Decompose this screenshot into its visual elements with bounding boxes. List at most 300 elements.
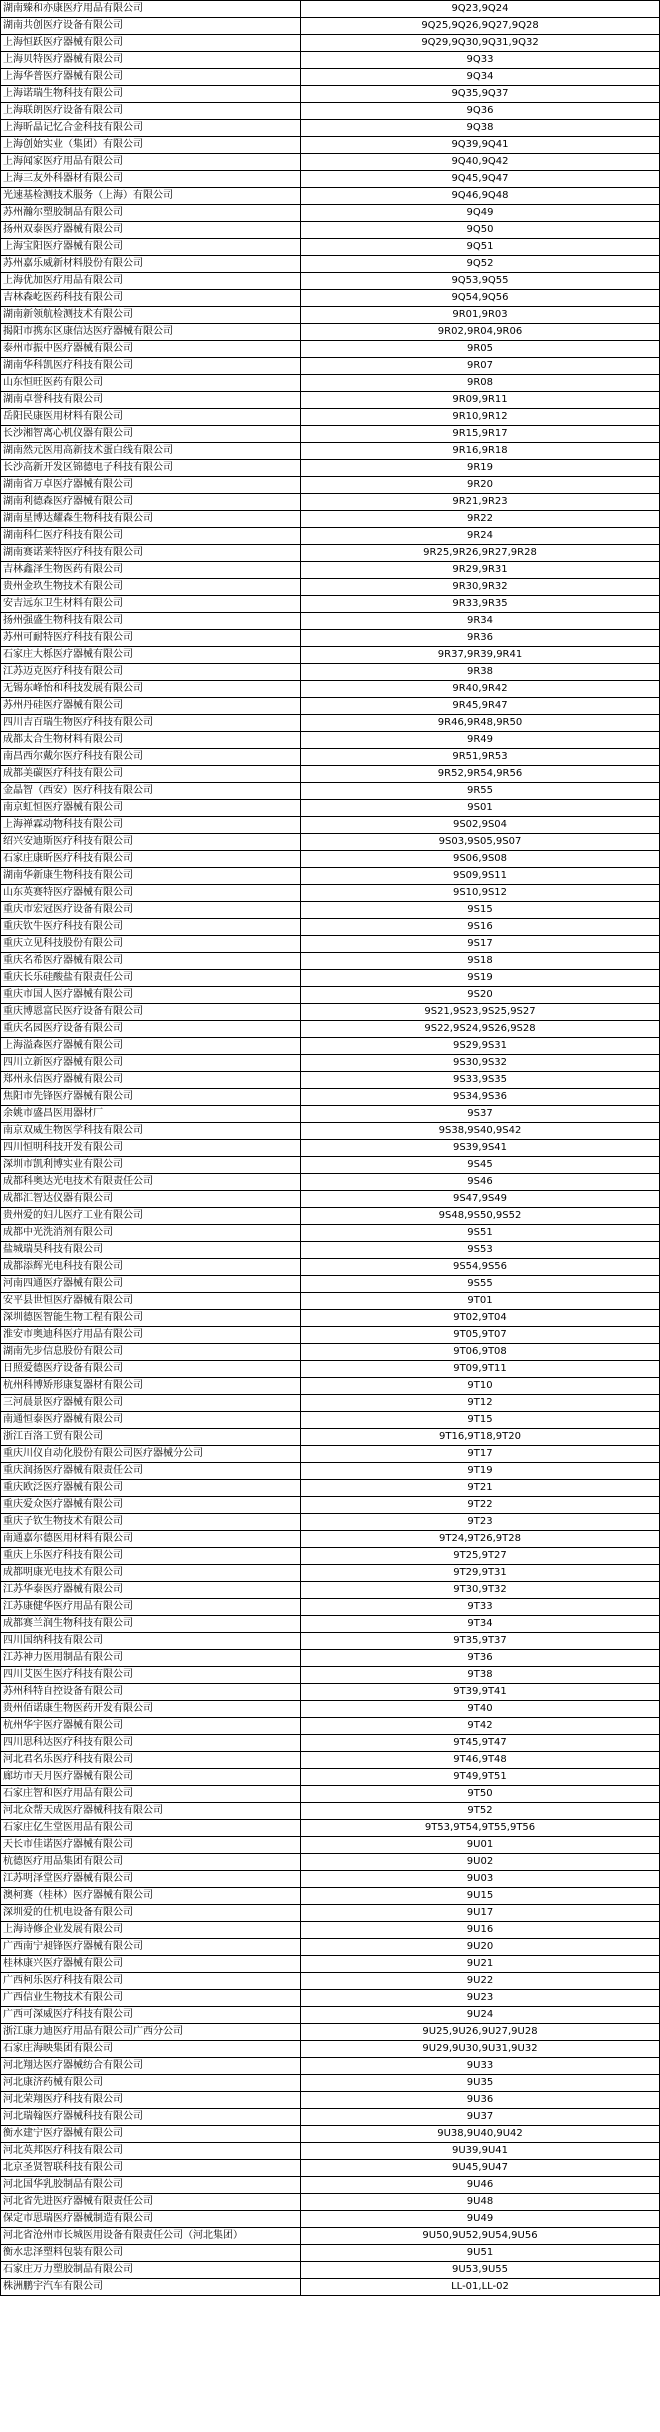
booth-number-cell: 9S19 xyxy=(301,970,660,987)
company-name-cell: 石家庄海映集团有限公司 xyxy=(1,2041,301,2058)
table-row xyxy=(1,460,660,477)
booth-number-cell: 9S10,9S12 xyxy=(301,885,660,902)
table-row xyxy=(1,647,660,664)
booth-number-cell: 9S34,9S36 xyxy=(301,1089,660,1106)
company-name-cell: 上海禅霖动物科技有限公司 xyxy=(1,817,301,834)
booth-number-cell: 9R40,9R42 xyxy=(301,681,660,698)
table-row xyxy=(1,1004,660,1021)
company-name-cell: 四川国纳科技有限公司 xyxy=(1,1633,301,1650)
table-body xyxy=(1,1,660,2296)
company-name-cell: 河北君名乐医疗科技有限公司 xyxy=(1,1752,301,1769)
company-name-cell: 重庆爱众医疗器械有限公司 xyxy=(1,1497,301,1514)
table-row xyxy=(1,273,660,290)
booth-number-cell: 9Q39,9Q41 xyxy=(301,137,660,154)
table-row xyxy=(1,324,660,341)
table-row xyxy=(1,1276,660,1293)
company-name-cell: 浙江康力迪医疗用品有限公司广西分公司 xyxy=(1,2024,301,2041)
booth-number-cell: 9Q52 xyxy=(301,256,660,273)
company-name-cell: 保定市思瑞医疗器械制造有限公司 xyxy=(1,2211,301,2228)
table-row xyxy=(1,1106,660,1123)
company-name-cell: 上海诗修企业发展有限公司 xyxy=(1,1922,301,1939)
company-name-cell: 绍兴安迪斯医疗科技有限公司 xyxy=(1,834,301,851)
company-name-cell: 苏州丹硅医疗器械有限公司 xyxy=(1,698,301,715)
company-name-cell: 江苏明泽堂医疗器械有限公司 xyxy=(1,1871,301,1888)
booth-number-cell: 9S03,9S05,9S07 xyxy=(301,834,660,851)
company-name-cell: 河北省沧州市长城医用设备有限责任公司（河北集团） xyxy=(1,2228,301,2245)
table-row xyxy=(1,86,660,103)
table-row xyxy=(1,1089,660,1106)
table-row xyxy=(1,1123,660,1140)
company-name-cell: 湖南省万卓医疗器械有限公司 xyxy=(1,477,301,494)
company-name-cell: 河北英邦医疗科技有限公司 xyxy=(1,2143,301,2160)
company-name-cell: 郑州永信医疗器械有限公司 xyxy=(1,1072,301,1089)
booth-number-cell: 9U33 xyxy=(301,2058,660,2075)
table-row xyxy=(1,1191,660,1208)
company-name-cell: 河北翔达医疗器械纺合有限公司 xyxy=(1,2058,301,2075)
table-row xyxy=(1,1667,660,1684)
table-row xyxy=(1,1548,660,1565)
booth-number-cell: 9T53,9T54,9T55,9T56 xyxy=(301,1820,660,1837)
table-row xyxy=(1,783,660,800)
table-row xyxy=(1,1242,660,1259)
booth-number-cell: 9U39,9U41 xyxy=(301,2143,660,2160)
company-name-cell: 成都明康光电技术有限公司 xyxy=(1,1565,301,1582)
company-name-cell: 上海创始实业（集团）有限公司 xyxy=(1,137,301,154)
table-row xyxy=(1,902,660,919)
company-name-cell: 石家庄智和医疗用品有限公司 xyxy=(1,1786,301,1803)
company-name-cell: 上海联朗医疗设备有限公司 xyxy=(1,103,301,120)
booth-number-cell: 9R05 xyxy=(301,341,660,358)
booth-number-cell: 9T42 xyxy=(301,1718,660,1735)
company-name-cell: 广西柯乐医疗科技有限公司 xyxy=(1,1973,301,1990)
booth-number-cell: 9Q46,9Q48 xyxy=(301,188,660,205)
booth-number-cell: 9S51 xyxy=(301,1225,660,1242)
table-row xyxy=(1,1633,660,1650)
table-row xyxy=(1,1769,660,1786)
table-row xyxy=(1,2143,660,2160)
table-row xyxy=(1,1395,660,1412)
table-row xyxy=(1,375,660,392)
company-name-cell: 湖南华科凯医疗科技有限公司 xyxy=(1,358,301,375)
table-row xyxy=(1,2024,660,2041)
booth-number-cell: 9S37 xyxy=(301,1106,660,1123)
table-row xyxy=(1,1327,660,1344)
table-row xyxy=(1,1310,660,1327)
table-row xyxy=(1,2245,660,2262)
booth-number-cell: 9T15 xyxy=(301,1412,660,1429)
company-name-cell: 南京虹恒医疗器械有限公司 xyxy=(1,800,301,817)
booth-number-cell: 9T05,9T07 xyxy=(301,1327,660,1344)
booth-number-cell: 9T23 xyxy=(301,1514,660,1531)
table-row xyxy=(1,1038,660,1055)
booth-number-cell: 9R38 xyxy=(301,664,660,681)
table-row xyxy=(1,1888,660,1905)
company-name-cell: 四川恒明科技开发有限公司 xyxy=(1,1140,301,1157)
booth-number-cell: 9U25,9U26,9U27,9U28 xyxy=(301,2024,660,2041)
booth-number-cell: 9T36 xyxy=(301,1650,660,1667)
table-row xyxy=(1,562,660,579)
booth-number-cell: 9U20 xyxy=(301,1939,660,1956)
booth-number-cell: 9T22 xyxy=(301,1497,660,1514)
booth-number-cell: 9R34 xyxy=(301,613,660,630)
table-row xyxy=(1,885,660,902)
booth-number-cell: 9R45,9R47 xyxy=(301,698,660,715)
table-row xyxy=(1,1854,660,1871)
booth-number-cell: 9Q33 xyxy=(301,52,660,69)
company-name-cell: 湖南然元医用高新技术蛋白线有限公司 xyxy=(1,443,301,460)
booth-number-cell: 9S01 xyxy=(301,800,660,817)
table-row xyxy=(1,1684,660,1701)
company-name-cell: 广西可深威医疗科技有限公司 xyxy=(1,2007,301,2024)
table-row xyxy=(1,1174,660,1191)
booth-number-cell: 9Q38 xyxy=(301,120,660,137)
company-name-cell: 上海三友外科器材有限公司 xyxy=(1,171,301,188)
table-row xyxy=(1,511,660,528)
booth-number-cell: 9U36 xyxy=(301,2092,660,2109)
table-row xyxy=(1,392,660,409)
booth-number-cell: 9T39,9T41 xyxy=(301,1684,660,1701)
company-name-cell: 湖南新领航检测技术有限公司 xyxy=(1,307,301,324)
table-row xyxy=(1,953,660,970)
table-row xyxy=(1,1582,660,1599)
company-name-cell: 成都中光洗消剂有限公司 xyxy=(1,1225,301,1242)
booth-number-cell: 9U38,9U40,9U42 xyxy=(301,2126,660,2143)
booth-number-cell: 9R19 xyxy=(301,460,660,477)
booth-number-cell: 9Q29,9Q30,9Q31,9Q32 xyxy=(301,35,660,52)
booth-number-cell: 9R21,9R23 xyxy=(301,494,660,511)
booth-number-cell: 9T50 xyxy=(301,1786,660,1803)
table-row xyxy=(1,2194,660,2211)
booth-number-cell: 9T30,9T32 xyxy=(301,1582,660,1599)
company-name-cell: 重庆钦牛医疗科技有限公司 xyxy=(1,919,301,936)
table-row xyxy=(1,766,660,783)
table-row xyxy=(1,1939,660,1956)
company-name-cell: 河北瑞翰医疗器械科技有限公司 xyxy=(1,2109,301,2126)
table-row xyxy=(1,1701,660,1718)
table-row xyxy=(1,1140,660,1157)
booth-number-cell: 9T21 xyxy=(301,1480,660,1497)
booth-number-cell: 9T10 xyxy=(301,1378,660,1395)
table-row xyxy=(1,1293,660,1310)
company-name-cell: 河北荣翔医疗科技有限公司 xyxy=(1,2092,301,2109)
company-name-cell: 湖南共创医疗设备有限公司 xyxy=(1,18,301,35)
table-row xyxy=(1,1378,660,1395)
booth-number-cell: 9U02 xyxy=(301,1854,660,1871)
table-row xyxy=(1,1021,660,1038)
booth-number-cell: 9Q35,9Q37 xyxy=(301,86,660,103)
booth-number-cell: 9Q54,9Q56 xyxy=(301,290,660,307)
booth-number-cell: 9R15,9R17 xyxy=(301,426,660,443)
table-row xyxy=(1,919,660,936)
company-name-cell: 重庆欧泛医疗器械有限公司 xyxy=(1,1480,301,1497)
booth-number-cell: 9T06,9T08 xyxy=(301,1344,660,1361)
table-row xyxy=(1,239,660,256)
table-row xyxy=(1,1599,660,1616)
company-name-cell: 重庆市宏冠医疗设备有限公司 xyxy=(1,902,301,919)
company-name-cell: 吉林森屹医药科技有限公司 xyxy=(1,290,301,307)
company-name-cell: 深圳市凯利博实业有限公司 xyxy=(1,1157,301,1174)
booth-number-cell: 9U29,9U30,9U31,9U32 xyxy=(301,2041,660,2058)
company-name-cell: 天长市佳诺医疗器械有限公司 xyxy=(1,1837,301,1854)
company-name-cell: 重庆立见科技股份有限公司 xyxy=(1,936,301,953)
table-row xyxy=(1,137,660,154)
company-name-cell: 焦阳市先锋医疗器械有限公司 xyxy=(1,1089,301,1106)
booth-number-cell: 9T01 xyxy=(301,1293,660,1310)
booth-number-cell: 9T29,9T31 xyxy=(301,1565,660,1582)
booth-number-cell: 9U16 xyxy=(301,1922,660,1939)
booth-number-cell: 9Q23,9Q24 xyxy=(301,1,660,18)
booth-number-cell: 9R52,9R54,9R56 xyxy=(301,766,660,783)
company-name-cell: 杭德医疗用品集团有限公司 xyxy=(1,1854,301,1871)
table-row xyxy=(1,2058,660,2075)
company-name-cell: 苏州嘉乐威新材料股份有限公司 xyxy=(1,256,301,273)
table-row xyxy=(1,35,660,52)
booth-number-cell: 9U03 xyxy=(301,1871,660,1888)
table-row xyxy=(1,749,660,766)
table-row xyxy=(1,1650,660,1667)
table-row xyxy=(1,1837,660,1854)
company-name-cell: 石家庄亿生堂医用品有限公司 xyxy=(1,1820,301,1837)
company-name-cell: 成都赛兰润生物科技有限公司 xyxy=(1,1616,301,1633)
company-name-cell: 上海华普医疗器械有限公司 xyxy=(1,69,301,86)
table-row xyxy=(1,1718,660,1735)
table-row xyxy=(1,1820,660,1837)
table-row xyxy=(1,188,660,205)
company-name-cell: 上海优加医疗用品有限公司 xyxy=(1,273,301,290)
table-row xyxy=(1,1208,660,1225)
company-name-cell: 扬州强盛生物科技有限公司 xyxy=(1,613,301,630)
booth-number-cell: 9S53 xyxy=(301,1242,660,1259)
company-name-cell: 重庆博恩富民医疗设备有限公司 xyxy=(1,1004,301,1021)
company-name-cell: 四川吉百瑞生物医疗科技有限公司 xyxy=(1,715,301,732)
booth-number-cell: 9R30,9R32 xyxy=(301,579,660,596)
booth-number-cell: 9U17 xyxy=(301,1905,660,1922)
table-row xyxy=(1,409,660,426)
booth-number-cell: 9S47,9S49 xyxy=(301,1191,660,1208)
booth-number-cell: 9R20 xyxy=(301,477,660,494)
company-name-cell: 湖南赛诺莱特医疗科技有限公司 xyxy=(1,545,301,562)
booth-number-cell: 9Q34 xyxy=(301,69,660,86)
company-name-cell: 南通恒泰医疗器械有限公司 xyxy=(1,1412,301,1429)
company-name-cell: 河北省先进医疗器械有限责任公司 xyxy=(1,2194,301,2211)
company-name-cell: 揭阳市携东区康信达医疗器械有限公司 xyxy=(1,324,301,341)
booth-number-cell: 9S18 xyxy=(301,953,660,970)
booth-number-cell: 9R01,9R03 xyxy=(301,307,660,324)
company-name-cell: 株洲鹏宇汽车有限公司 xyxy=(1,2279,301,2296)
table-row xyxy=(1,426,660,443)
company-name-cell: 湖南科仁医疗科技有限公司 xyxy=(1,528,301,545)
company-name-cell: 杭州科博矫形康复器材有限公司 xyxy=(1,1378,301,1395)
table-row xyxy=(1,2007,660,2024)
table-row xyxy=(1,120,660,137)
table-row xyxy=(1,18,660,35)
table-row xyxy=(1,1344,660,1361)
booth-number-cell: 9S09,9S11 xyxy=(301,868,660,885)
company-name-cell: 上海闻家医疗用品有限公司 xyxy=(1,154,301,171)
table-row xyxy=(1,1803,660,1820)
company-name-cell: 湖南星博达耀森生物科技有限公司 xyxy=(1,511,301,528)
company-name-cell: 上海宝阳医疗器械有限公司 xyxy=(1,239,301,256)
table-row xyxy=(1,732,660,749)
company-name-cell: 光速基检测技术服务（上海）有限公司 xyxy=(1,188,301,205)
company-name-cell: 岳阳民康医用材料有限公司 xyxy=(1,409,301,426)
booth-number-cell: 9S02,9S04 xyxy=(301,817,660,834)
table-row xyxy=(1,1514,660,1531)
table-row xyxy=(1,596,660,613)
booth-number-cell: 9R07 xyxy=(301,358,660,375)
booth-number-cell: 9R10,9R12 xyxy=(301,409,660,426)
table-row xyxy=(1,222,660,239)
table-row xyxy=(1,936,660,953)
table-row xyxy=(1,1786,660,1803)
table-row xyxy=(1,1905,660,1922)
table-row xyxy=(1,2109,660,2126)
booth-number-cell: 9T09,9T11 xyxy=(301,1361,660,1378)
booth-number-cell: 9U49 xyxy=(301,2211,660,2228)
company-name-cell: 上海贝特医疗器械有限公司 xyxy=(1,52,301,69)
booth-number-cell: 9T45,9T47 xyxy=(301,1735,660,1752)
company-name-cell: 上海恒跃医疗器械有限公司 xyxy=(1,35,301,52)
booth-number-cell: 9U46 xyxy=(301,2177,660,2194)
company-name-cell: 石家庄大栎医疗器械有限公司 xyxy=(1,647,301,664)
table-row xyxy=(1,307,660,324)
table-row xyxy=(1,494,660,511)
company-name-cell: 日照爱德医疗设备有限公司 xyxy=(1,1361,301,1378)
company-name-cell: 河北康济药械有限公司 xyxy=(1,2075,301,2092)
booth-number-cell: 9S55 xyxy=(301,1276,660,1293)
table-row xyxy=(1,1735,660,1752)
table-row xyxy=(1,1463,660,1480)
table-row xyxy=(1,52,660,69)
table-row xyxy=(1,1871,660,1888)
table-row xyxy=(1,477,660,494)
booth-number-cell: 9T02,9T04 xyxy=(301,1310,660,1327)
booth-number-cell: 9Q53,9Q55 xyxy=(301,273,660,290)
company-name-cell: 重庆市国人医疗器械有限公司 xyxy=(1,987,301,1004)
booth-number-cell: 9R02,9R04,9R06 xyxy=(301,324,660,341)
company-name-cell: 衡水忠泽塑料包装有限公司 xyxy=(1,2245,301,2262)
table-row xyxy=(1,171,660,188)
company-name-cell: 成都美碳医疗科技有限公司 xyxy=(1,766,301,783)
company-name-cell: 山东英赛特医疗器械有限公司 xyxy=(1,885,301,902)
table-row xyxy=(1,1531,660,1548)
table-row xyxy=(1,1157,660,1174)
company-name-cell: 成都科奥达光电技术有限责任公司 xyxy=(1,1174,301,1191)
booth-number-cell: 9T17 xyxy=(301,1446,660,1463)
company-name-cell: 河南四通医疗器械有限公司 xyxy=(1,1276,301,1293)
table-row xyxy=(1,1072,660,1089)
table-row xyxy=(1,1055,660,1072)
table-row xyxy=(1,1565,660,1582)
booth-number-cell: 9U48 xyxy=(301,2194,660,2211)
booth-number-cell: 9T46,9T48 xyxy=(301,1752,660,1769)
booth-number-cell: 9S21,9S23,9S25,9S27 xyxy=(301,1004,660,1021)
table-row xyxy=(1,1480,660,1497)
table-row xyxy=(1,834,660,851)
company-name-cell: 成都太合生物材料有限公司 xyxy=(1,732,301,749)
company-name-cell: 重庆润扬医疗器械有限责任公司 xyxy=(1,1463,301,1480)
company-name-cell: 山东恒旺医药有限公司 xyxy=(1,375,301,392)
company-name-cell: 湖南华新康生物科技有限公司 xyxy=(1,868,301,885)
booth-number-cell: 9R37,9R39,9R41 xyxy=(301,647,660,664)
company-name-cell: 成都添辉光电科技有限公司 xyxy=(1,1259,301,1276)
company-name-cell: 江苏华泰医疗器械有限公司 xyxy=(1,1582,301,1599)
booth-number-cell: 9R49 xyxy=(301,732,660,749)
company-name-cell: 三河晨景医疗器械有限公司 xyxy=(1,1395,301,1412)
company-name-cell: 重庆川仪自动化股份有限公司医疗器械分公司 xyxy=(1,1446,301,1463)
table-row xyxy=(1,1429,660,1446)
booth-number-cell: 9S54,9S56 xyxy=(301,1259,660,1276)
booth-number-cell: 9R24 xyxy=(301,528,660,545)
booth-number-cell: 9U22 xyxy=(301,1973,660,1990)
company-name-cell: 四川思科达医疗科技有限公司 xyxy=(1,1735,301,1752)
table-row xyxy=(1,2041,660,2058)
booth-number-cell: 9U53,9U55 xyxy=(301,2262,660,2279)
company-name-cell: 江苏神力医用制品有限公司 xyxy=(1,1650,301,1667)
table-row xyxy=(1,1922,660,1939)
table-row xyxy=(1,1497,660,1514)
company-name-cell: 四川立新医疗器械有限公司 xyxy=(1,1055,301,1072)
table-row xyxy=(1,545,660,562)
company-name-cell: 盐城瑞昊科技有限公司 xyxy=(1,1242,301,1259)
company-name-cell: 杭州华宇医疗器械有限公司 xyxy=(1,1718,301,1735)
booth-number-cell: 9Q50 xyxy=(301,222,660,239)
table-row xyxy=(1,851,660,868)
booth-number-cell: 9U35 xyxy=(301,2075,660,2092)
table-row xyxy=(1,103,660,120)
booth-number-cell: 9R29,9R31 xyxy=(301,562,660,579)
booth-number-cell: 9S39,9S41 xyxy=(301,1140,660,1157)
table-row xyxy=(1,154,660,171)
table-row xyxy=(1,2160,660,2177)
booth-number-cell: 9R16,9R18 xyxy=(301,443,660,460)
table-row xyxy=(1,2262,660,2279)
company-name-cell: 桂林康兴医疗器械有限公司 xyxy=(1,1956,301,1973)
booth-number-cell: 9Q36 xyxy=(301,103,660,120)
table-row xyxy=(1,664,660,681)
company-name-cell: 广西南宁昶锋医疗器械有限公司 xyxy=(1,1939,301,1956)
booth-number-cell: 9S33,9S35 xyxy=(301,1072,660,1089)
table-row xyxy=(1,987,660,1004)
company-name-cell: 石家庄康昕医疗科技有限公司 xyxy=(1,851,301,868)
table-row xyxy=(1,205,660,222)
table-row xyxy=(1,1990,660,2007)
table-row xyxy=(1,868,660,885)
table-row xyxy=(1,1259,660,1276)
booth-number-cell: LL-01,LL-02 xyxy=(301,2279,660,2296)
table-row xyxy=(1,715,660,732)
table-row xyxy=(1,613,660,630)
company-name-cell: 贵州金玖生物技术有限公司 xyxy=(1,579,301,596)
table-row xyxy=(1,443,660,460)
booth-number-cell: 9Q25,9Q26,9Q27,9Q28 xyxy=(301,18,660,35)
booth-number-cell: 9U01 xyxy=(301,1837,660,1854)
company-name-cell: 湖南先步信息股份有限公司 xyxy=(1,1344,301,1361)
table-row xyxy=(1,1752,660,1769)
company-name-cell: 扬州双泰医疗器械有限公司 xyxy=(1,222,301,239)
booth-number-cell: 9Q49 xyxy=(301,205,660,222)
company-name-cell: 湖南利德森医疗器械有限公司 xyxy=(1,494,301,511)
booth-number-cell: 9U15 xyxy=(301,1888,660,1905)
booth-number-cell: 9S20 xyxy=(301,987,660,1004)
company-name-cell: 江苏迈克医疗科技有限公司 xyxy=(1,664,301,681)
booth-number-cell: 9R51,9R53 xyxy=(301,749,660,766)
company-name-cell: 湖南卓誉科技有限公司 xyxy=(1,392,301,409)
company-name-cell: 上海溢森医疗器械有限公司 xyxy=(1,1038,301,1055)
company-name-cell: 衡水建宁医疗器械有限公司 xyxy=(1,2126,301,2143)
company-name-cell: 苏州瀚尔塑胶制品有限公司 xyxy=(1,205,301,222)
company-name-cell: 苏州可耐特医疗科技有限公司 xyxy=(1,630,301,647)
